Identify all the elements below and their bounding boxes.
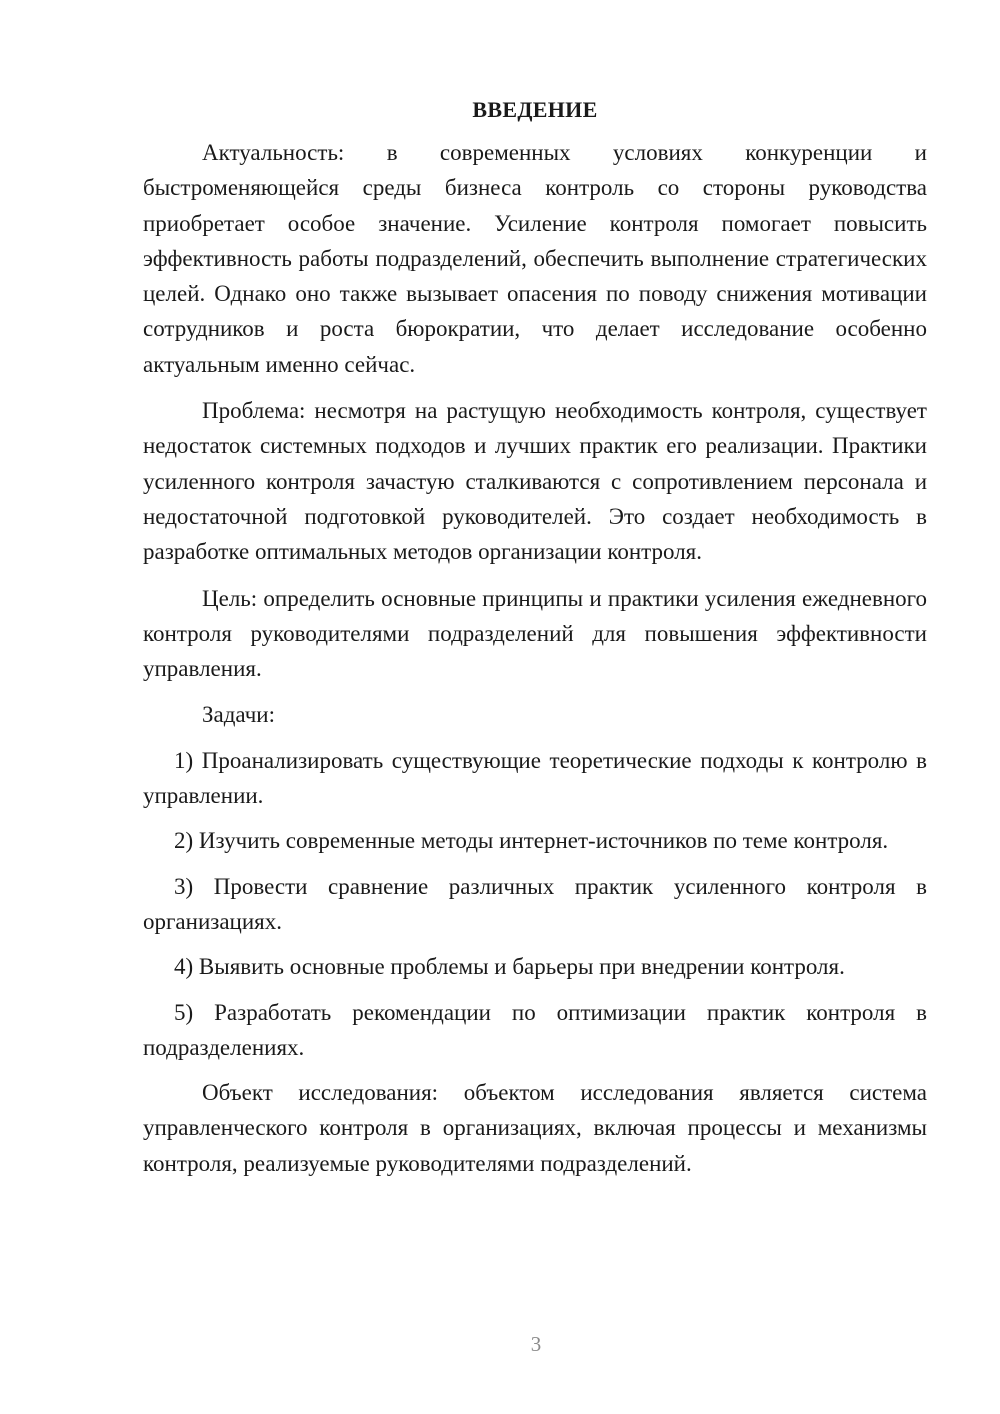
- task-item-1: 1) Проанализировать существующие теоретические подходы к контролю в управлении.: [143, 747, 927, 809]
- page-number: 3: [530, 1332, 542, 1356]
- paragraph-problem: Проблема: несмотря на растущую необходимость контроля, существует недостаток системных подходов и лучших практик его реализации. Практики усиленного контроля зачастую сталкиваются с сопротивлением персонала и недостаточной подготовкой руководителей. Это создает необходимость в разработке оптимальных методов организации контроля.: [143, 398, 927, 565]
- document-body: [143, 93, 927, 1192]
- section-heading: ВВЕДЕНИЕ: [472, 97, 598, 122]
- task-item-2: 2) Изучить современные методы интернет-источников по теме контроля.: [174, 828, 889, 854]
- paragraph-relevance: Актуальность: в современных условиях конкуренции и быстроменяющейся среды бизнеса контроль со стороны руководства приобретает особое значение. Усиление контроля помогает повысить эффективность работы подразделений, обеспечить выполнение стратегических целей. Однако оно также вызывает опасения по поводу снижения мотивации сотрудников и роста бюрократии, что делает исследование особенно актуальным именно сейчас.: [143, 140, 927, 377]
- tasks-label: Задачи:: [202, 702, 275, 728]
- task-item-4: 4) Выявить основные проблемы и барьеры при внедрении контроля.: [174, 954, 845, 980]
- paragraph-goal: Цель: определить основные принципы и практики усиления ежедневного контроля руководителями подразделений для повышения эффективности управления.: [143, 585, 927, 682]
- paragraph-object: Объект исследования: объектом исследования является система управленческого контроля в организациях, включая процессы и механизмы контроля, реализуемые руководителями подразделений.: [143, 1080, 927, 1176]
- task-item-5: 5) Разработать рекомендации по оптимизации практик контроля в подразделениях.: [143, 999, 927, 1060]
- task-item-3: 3) Провести сравнение различных практик усиленного контроля в организациях.: [143, 873, 927, 934]
